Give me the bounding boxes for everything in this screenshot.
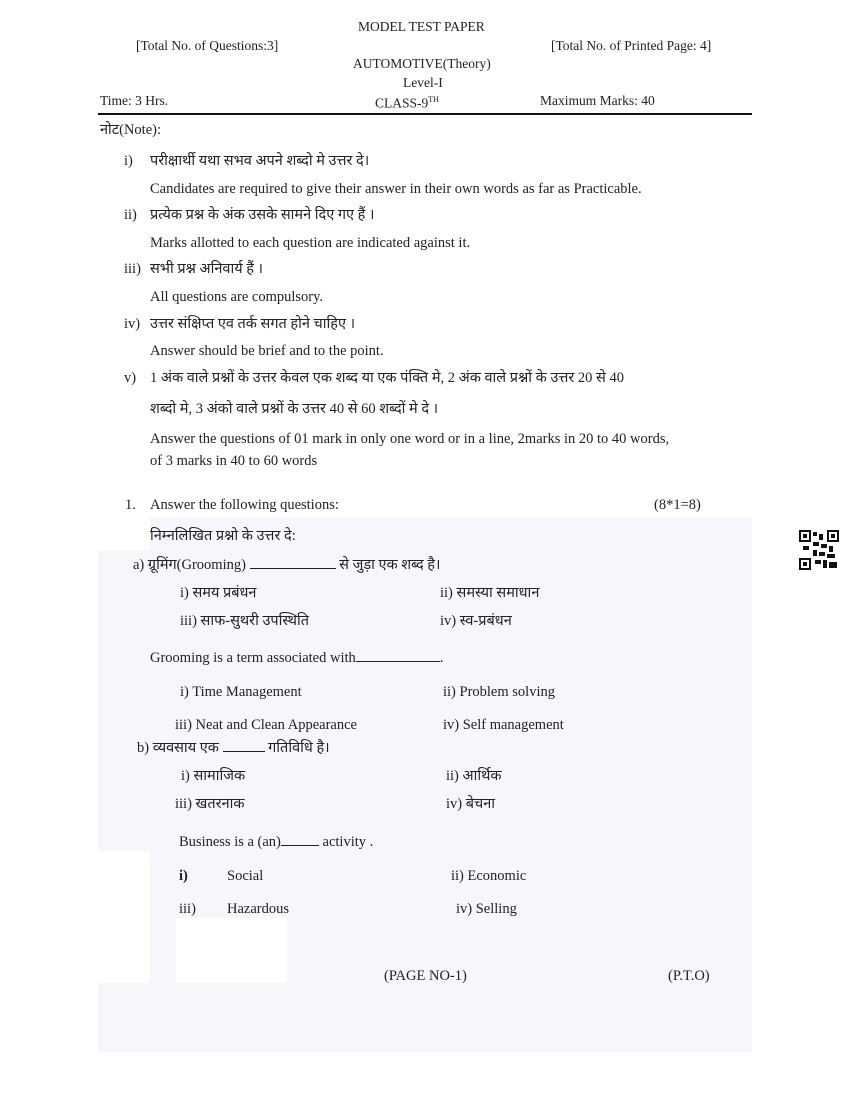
class-label: CLASS-9 (375, 95, 429, 111)
q1b-en (179, 833, 373, 851)
note-hi: सभी प्रश्न अनिवार्य हैं । (150, 261, 264, 277)
note-num: i) (124, 153, 133, 169)
max-marks: Maximum Marks: 40 (540, 93, 655, 108)
note-en: Candidates are required to give their answer in their own words as far as Practicable. (150, 181, 642, 197)
note-num: ii) (124, 207, 137, 223)
qr-code-icon (799, 530, 839, 570)
subject: AUTOMOTIVE(Theory) (353, 56, 491, 71)
note-hi: शब्दो मे, 3 अंको वाले प्रश्नों के उत्तर 40 से 60 शब्दों मे दे । (150, 401, 439, 417)
option: i) सामाजिक (181, 768, 246, 784)
class-sup: TH (428, 95, 439, 104)
option: Social (227, 868, 264, 884)
note-en: Marks allotted to each question are indicated against it. (150, 235, 471, 251)
pto: (P.T.O) (668, 968, 710, 984)
option: i) Time Management (180, 684, 302, 700)
q1a-hi (133, 556, 440, 574)
answer-blank (356, 649, 440, 662)
option: iv) Self management (443, 717, 564, 733)
level: Level-I (403, 75, 443, 90)
page-number: (PAGE NO-1) (384, 968, 467, 984)
q1-num: 1. (125, 497, 136, 513)
answer-blank (281, 833, 319, 846)
class (375, 91, 439, 113)
option-num: iii) (179, 901, 196, 917)
paper-title: MODEL TEST PAPER (358, 19, 485, 34)
option-label: Selling (475, 901, 517, 917)
note-en: of 3 marks in 40 to 60 words (150, 453, 318, 469)
note-num: iii) (124, 261, 141, 277)
option (451, 867, 526, 885)
note-hi: परीक्षार्थी यथा सभव अपने शब्दो मे उत्तर दे। (150, 153, 370, 169)
note-hi: 1 अंक वाले प्रश्नों के उत्तर केवल एक शब्द या एक पंक्ति मे, 2 अंक वाले प्रश्नों के उत्तर 20 से 40 (150, 370, 624, 386)
note-num: iv) (124, 316, 141, 332)
q1b-en-post: activity . (322, 834, 374, 850)
answer-blank (250, 556, 336, 569)
option: iv) स्व-प्रबंधन (440, 613, 512, 629)
answer-blank (223, 739, 265, 752)
q1-title: Answer the following questions: (150, 497, 339, 513)
option: ii) आर्थिक (446, 768, 502, 784)
option (456, 900, 517, 918)
q1-marks: (8*1=8) (654, 497, 701, 513)
note-num: v) (124, 370, 137, 386)
time: Time: 3 Hrs. (100, 93, 169, 108)
option: iii) साफ-सुथरी उपस्थिति (180, 613, 310, 629)
total-questions: [Total No. of Questions:3] (136, 38, 279, 53)
option: iii) खतरनाक (175, 796, 245, 812)
white-patch (176, 918, 287, 983)
option: iii) Neat and Clean Appearance (175, 717, 357, 733)
note-en: Answer the questions of 01 mark in only one word or in a line, 2marks in 20 to 40 words, (150, 431, 670, 447)
note-en: Answer should be brief and to the point. (150, 343, 384, 359)
note-hi: प्रत्येक प्रश्न के अंक उसके सामने दिए गए हैं । (150, 207, 375, 223)
q1-title-hi: निम्नलिखित प्रश्नो के उत्तर दे: (150, 528, 296, 544)
option-num: iv) (456, 901, 473, 917)
header-rule (98, 113, 752, 115)
option: iv) बेचना (446, 796, 496, 812)
option-label: Economic (467, 868, 527, 884)
q1b-en-pre: Business is a (an) (179, 834, 281, 850)
q1b-hi-post: गतिविधि है। (268, 740, 330, 756)
option: i) समय प्रबंधन (180, 585, 257, 601)
q1a-hi-post: से जुड़ा एक शब्द है। (339, 557, 441, 573)
q1a-en-end: . (439, 650, 444, 666)
option-num: i) (179, 868, 188, 884)
note-en: All questions are compulsory. (150, 289, 324, 305)
note-hi: उत्तर संक्षिप्त एव तर्क सगत होने चाहिए । (150, 316, 356, 332)
q1b-hi (137, 739, 330, 757)
q1a-hi-pre: a) ग्रूमिंग(Grooming) (133, 557, 246, 573)
note-heading: नोट(Note): (100, 122, 161, 138)
q1a-en-text: Grooming is a term associated with (150, 650, 356, 666)
option: ii) Problem solving (443, 684, 555, 700)
option: Hazardous (227, 901, 290, 917)
shade-region (98, 550, 158, 851)
q1b-hi-pre: b) व्यवसाय एक (137, 740, 219, 756)
option-num: ii) (451, 868, 464, 884)
q1a-en (150, 649, 443, 667)
total-pages: [Total No. of Printed Page: 4] (551, 38, 712, 53)
option: ii) समस्या समाधान (440, 585, 540, 601)
shade-region (98, 983, 178, 1052)
